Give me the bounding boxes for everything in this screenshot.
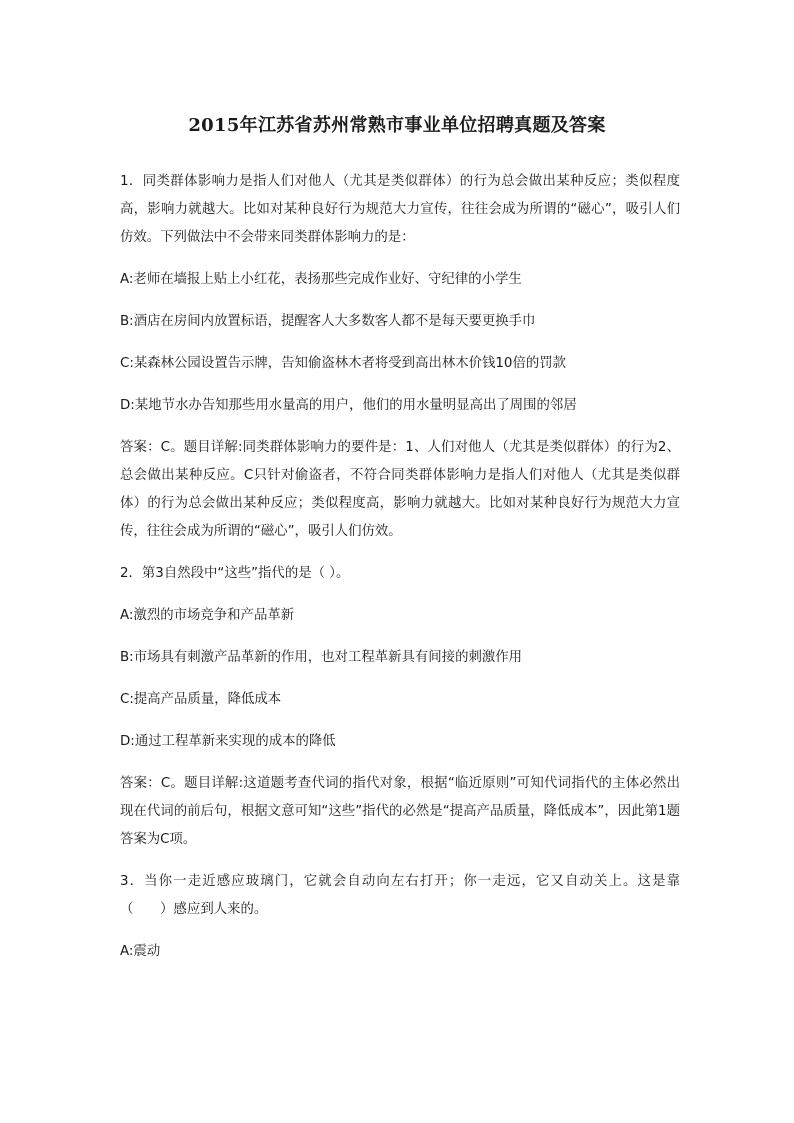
question-2-answer: 答案：C。题目详解:这道题考查代词的指代对象，根据“临近原则”可知代词指代的主体必然出现在代词的前后句，根据文意可知“这些”指代的必然是“提高产品质量，降低成本”，因此第1题答案为C项。 [120, 776, 680, 847]
document-body [120, 168, 680, 980]
question-3-option-a: A:震动 [120, 944, 161, 959]
question-3-text: 3．当你一走近感应玻璃门，它就会自动向左右打开；你一走远，它又自动关上。这是靠（ ）感应到人来的。 [120, 874, 680, 917]
question-2-option-c: C:提高产品质量，降低成本 [120, 692, 282, 707]
question-1-option-a: A:老师在墙报上贴上小红花，表扬那些完成作业好、守纪律的小学生 [120, 272, 522, 287]
question-1-option-d: D:某地节水办告知那些用水量高的用户，他们的用水量明显高出了周围的邻居 [120, 398, 577, 413]
question-2-text: 2．第3自然段中“这些”指代的是（ ）。 [120, 566, 350, 581]
question-1-option-b: B:酒店在房间内放置标语，提醒客人大多数客人都不是每天要更换手巾 [120, 314, 536, 329]
question-2-option-b: B:市场具有刺激产品革新的作用，也对工程革新具有间接的刺激作用 [120, 650, 523, 665]
question-1-option-c: C:某森林公园设置告示牌，告知偷盗林木者将受到高出林木价钱10倍的罚款 [120, 356, 567, 371]
question-2-option-a: A:激烈的市场竞争和产品革新 [120, 608, 295, 623]
question-1-answer: 答案：C。题目详解:同类群体影响力的要件是：1、人们对他人（尤其是类似群体）的行为2、总会做出某种反应。C只针对偷盗者，不符合同类群体影响力是指人们对他人（尤其是类似群体）的行为总会做出某种反应；类似程度高，影响力就越大。比如对某种良好行为规范大力宣传，往往会成为所谓的“磁心”，吸引人们仿效。 [120, 440, 680, 539]
document-title: 2015年江苏省苏州常熟市事业单位招聘真题及答案 [188, 115, 606, 136]
question-1-text: 1．同类群体影响力是指人们对他人（尤其是类似群体）的行为总会做出某种反应；类似程度高，影响力就越大。比如对某种良好行为规范大力宣传，往往会成为所谓的“磁心”，吸引人们仿效。下列做法中不会带来同类群体影响力的是： [120, 174, 680, 245]
question-2-option-d: D:通过工程革新来实现的成本的降低 [120, 734, 336, 749]
